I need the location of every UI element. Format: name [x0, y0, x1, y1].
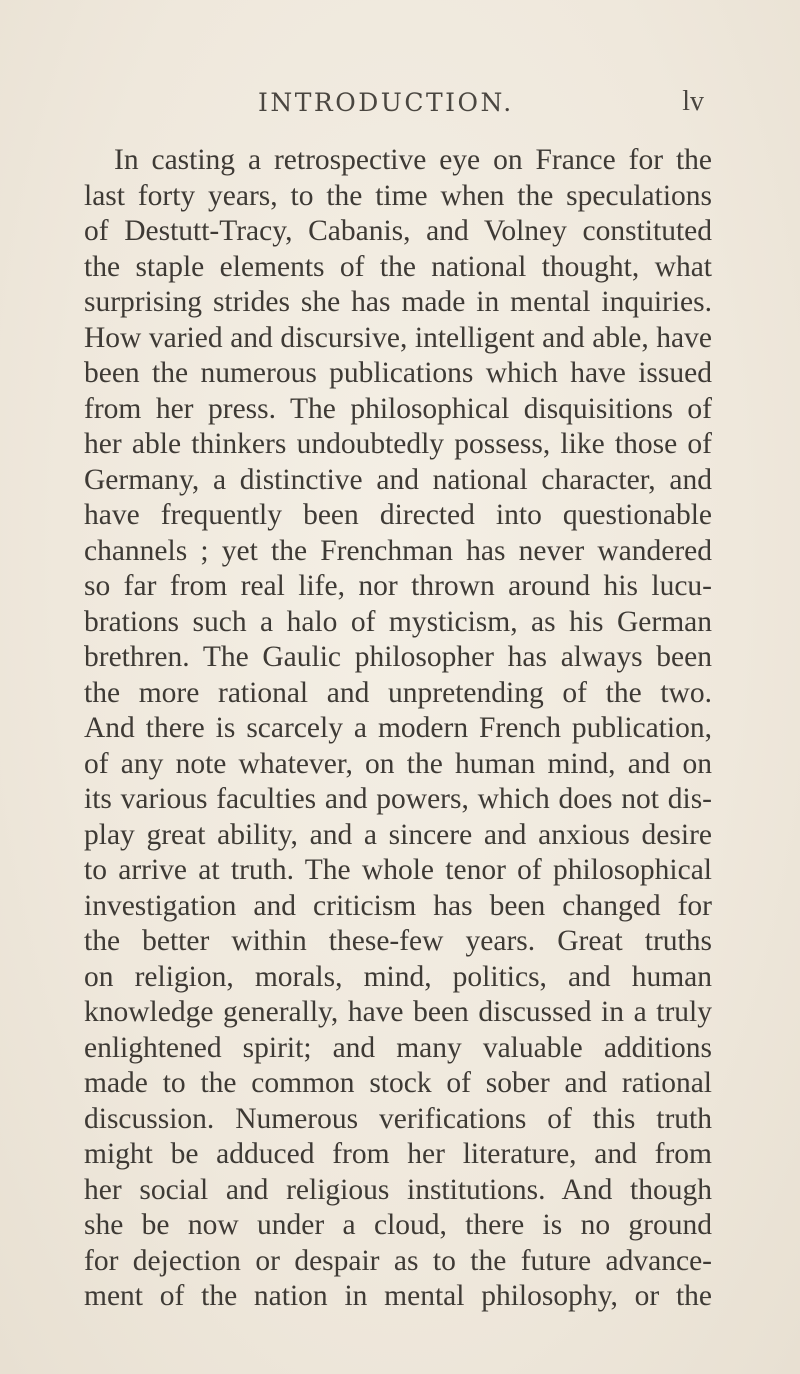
- text-line: play great ability, and a sincere and anxious desire: [84, 818, 712, 851]
- text-line: How varied and discursive, intelligent and able, have: [84, 321, 712, 354]
- text-line: she be now under a cloud, there is no ground: [84, 1209, 712, 1241]
- text-line: her able thinkers undoubtedly possess, like those of: [84, 428, 712, 460]
- text-line: brations such a halo of mysticism, as his German: [84, 605, 712, 638]
- text-line: brethren. The Gaulic philosopher has always been: [84, 641, 712, 673]
- text-line: on religion, morals, mind, politics, and human: [84, 960, 712, 993]
- body-text: [84, 143, 712, 1315]
- text-line: the more rational and unpretending of the two.: [84, 676, 712, 709]
- text-line: been the numerous publications which have issued: [84, 357, 712, 389]
- page-number: lv: [682, 86, 704, 117]
- text-line: her social and religious institutions. And though: [84, 1173, 712, 1206]
- text-line: of any note whatever, on the human mind, and on: [84, 747, 712, 780]
- text-line: And there is scarcely a modern French publication,: [84, 712, 712, 744]
- text-line: ment of the nation in mental philosophy, or the: [84, 1280, 712, 1312]
- text-line: In casting a retrospective eye on France for the: [114, 144, 712, 176]
- text-line: from her press. The philosophical disquisitions of: [84, 392, 712, 425]
- text-line: investigation and criticism has been changed for: [84, 889, 712, 922]
- text-line: surprising strides she has made in mental inquiries.: [84, 286, 712, 318]
- text-line: to arrive at truth. The whole tenor of philosophical: [84, 854, 712, 886]
- text-line: the staple elements of the national thought, what: [84, 250, 712, 283]
- text-line: knowledge generally, have been discussed in a truly: [84, 996, 712, 1028]
- text-line: its various faculties and powers, which does not dis-: [84, 783, 712, 815]
- text-line: enlightened spirit; and many valuable additions: [84, 1031, 712, 1064]
- text-line: made to the common stock of sober and rational: [84, 1067, 712, 1099]
- text-line: for dejection or despair as to the future advance-: [84, 1244, 712, 1277]
- text-line: of Destutt-Tracy, Cabanis, and Volney constituted: [84, 215, 712, 247]
- text-line: the better within these-few years. Great truths: [84, 925, 712, 957]
- running-title: INTRODUCTION.: [258, 88, 514, 117]
- text-line: might be adduced from her literature, and from: [84, 1138, 712, 1170]
- text-line: Germany, a distinctive and national character, and: [84, 463, 712, 496]
- text-line: last forty years, to the time when the speculations: [84, 179, 712, 212]
- page-header: [0, 88, 800, 128]
- text-line: have frequently been directed into questionable: [84, 499, 712, 531]
- text-line: channels ; yet the Frenchman has never wandered: [84, 534, 712, 567]
- text-line: so far from real life, nor thrown around his lucu-: [84, 570, 712, 602]
- text-line: discussion. Numerous verifications of this truth: [84, 1102, 712, 1135]
